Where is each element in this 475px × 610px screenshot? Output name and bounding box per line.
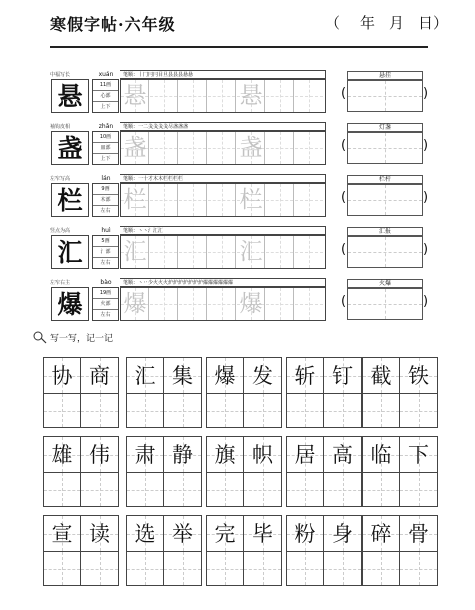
writing-tip: 袖钩皮相 xyxy=(50,124,71,130)
empty-writing-cell[interactable] xyxy=(244,394,282,428)
practice-char-cell xyxy=(400,436,438,473)
empty-writing-cell[interactable] xyxy=(206,552,244,586)
right-paren: ) xyxy=(423,242,429,257)
practice-char: 帜 xyxy=(252,443,273,467)
empty-writing-cell[interactable] xyxy=(81,552,119,586)
stroke-count: 19画 xyxy=(93,288,118,299)
writing-cell[interactable] xyxy=(266,288,294,320)
radical: 木部 xyxy=(93,195,118,206)
practice-char-cell xyxy=(164,357,202,394)
empty-writing-cell[interactable] xyxy=(286,394,324,428)
empty-writing-cell[interactable] xyxy=(244,552,282,586)
stroke-order xyxy=(120,70,326,79)
writing-cell[interactable] xyxy=(295,288,323,320)
practice-char: 商 xyxy=(89,364,110,388)
practice-char-cell xyxy=(126,436,164,473)
practice-char: 钉 xyxy=(332,364,353,388)
stroke-count: 11画 xyxy=(93,80,118,91)
tracing-grid[interactable] xyxy=(120,235,326,269)
practice-char-cell xyxy=(244,515,282,552)
practice-word-block xyxy=(206,515,283,586)
empty-writing-cell[interactable] xyxy=(400,473,438,507)
empty-writing-cell[interactable] xyxy=(206,473,244,507)
pinyin: xuán xyxy=(98,71,114,78)
practice-char: 伟 xyxy=(89,443,110,467)
word-writing-box[interactable] xyxy=(347,288,423,320)
trace-character: 悬 xyxy=(123,83,147,109)
pinyin: huì xyxy=(101,227,111,234)
practice-word-block xyxy=(126,436,203,507)
empty-writing-cell[interactable] xyxy=(362,473,400,507)
practice-char: 骨 xyxy=(408,522,429,546)
practice-char-cell xyxy=(206,357,244,394)
right-paren: ) xyxy=(423,294,429,309)
practice-char-cell xyxy=(81,436,119,473)
practice-char: 斩 xyxy=(294,364,316,388)
left-paren: ( xyxy=(341,138,347,153)
model-character: 栏 xyxy=(51,183,89,217)
practice-word-block xyxy=(43,436,120,507)
left-paren: ( xyxy=(341,242,347,257)
stroke-order xyxy=(120,226,326,235)
pinyin: zhǎn xyxy=(98,123,114,130)
practice-char: 身 xyxy=(332,522,353,546)
writing-cell[interactable] xyxy=(208,184,236,216)
practice-char-cell xyxy=(244,357,282,394)
lesson-row xyxy=(48,226,331,272)
model-character: 汇 xyxy=(51,235,89,269)
empty-writing-cell[interactable] xyxy=(126,552,164,586)
writing-cell[interactable] xyxy=(179,236,207,268)
stroke-count: 5画 xyxy=(93,236,118,247)
radical: 火部 xyxy=(93,299,118,310)
writing-cell[interactable] xyxy=(179,80,207,112)
practice-word-block xyxy=(126,515,203,586)
trace-character: 爆 xyxy=(239,291,263,317)
writing-cell[interactable] xyxy=(179,184,207,216)
model-character: 盏 xyxy=(51,131,89,165)
empty-writing-cell[interactable] xyxy=(164,473,202,507)
practice-char: 铁 xyxy=(408,364,429,388)
empty-writing-cell[interactable] xyxy=(126,473,164,507)
word-box xyxy=(341,70,429,116)
structure: 上下 xyxy=(100,104,111,110)
empty-writing-cell[interactable] xyxy=(206,394,244,428)
character-info xyxy=(92,287,119,321)
model-character: 爆 xyxy=(51,287,89,321)
trace-character: 汇 xyxy=(123,239,147,265)
writing-cell[interactable] xyxy=(266,132,294,164)
word-box xyxy=(341,174,429,220)
practice-char-cell xyxy=(164,515,202,552)
practice-char: 临 xyxy=(370,443,392,467)
lesson-row xyxy=(48,174,331,220)
practice-char: 旗 xyxy=(214,443,236,467)
empty-writing-cell[interactable] xyxy=(286,552,324,586)
practice-char: 举 xyxy=(172,522,193,546)
writing-cell[interactable] xyxy=(266,236,294,268)
practice-word-block xyxy=(126,357,203,428)
page-header xyxy=(0,0,475,46)
practice-word-block xyxy=(43,515,120,586)
empty-writing-cell[interactable] xyxy=(324,394,362,428)
word-label: 栏杆 xyxy=(347,175,423,184)
stroke-sequence: 丨冂冃冃目旦县县县悬悬 xyxy=(138,72,194,78)
writing-tip: 左窄右主 xyxy=(50,280,71,286)
practice-char-cell xyxy=(126,515,164,552)
practice-char: 雄 xyxy=(51,443,73,467)
writing-tip: 左窄写高 xyxy=(50,176,71,182)
writing-cell[interactable] xyxy=(295,132,323,164)
stroke-order xyxy=(120,174,326,183)
structure: 上下 xyxy=(100,156,111,162)
structure: 左右 xyxy=(100,312,111,318)
page-title: 寒假字帖·六年级 xyxy=(50,15,176,34)
stroke-sequence: 一十才木木栏栏栏栏 xyxy=(138,176,184,182)
trace-character: 盏 xyxy=(239,135,263,161)
practice-char-cell xyxy=(362,357,400,394)
practice-char-cell xyxy=(286,357,324,394)
practice-char: 完 xyxy=(214,522,236,546)
practice-heading-text: 写一写，记一记 xyxy=(50,333,114,344)
pinyin: lán xyxy=(101,175,111,182)
practice-word-block xyxy=(43,357,120,428)
trace-character: 汇 xyxy=(239,239,263,265)
practice-word-block xyxy=(362,357,439,428)
practice-char-cell xyxy=(81,515,119,552)
lesson-row xyxy=(48,70,331,116)
radical: 氵部 xyxy=(93,247,118,258)
stroke-sequence: 丶丷少火火火炉炉炉炉炉炉炉爆爆爆爆爆爆 xyxy=(138,280,234,286)
stroke-label: 笔顺： xyxy=(123,280,139,286)
right-paren: ) xyxy=(423,86,429,101)
practice-char-cell xyxy=(400,357,438,394)
pencil-icon xyxy=(33,330,47,344)
practice-word-block xyxy=(362,436,439,507)
word-label: 灯盏 xyxy=(347,123,423,132)
tracing-grid[interactable] xyxy=(120,79,326,113)
practice-char: 截 xyxy=(370,364,392,388)
lesson-row xyxy=(48,278,331,324)
model-character: 悬 xyxy=(51,79,89,113)
practice-char: 爆 xyxy=(214,364,236,388)
practice-heading xyxy=(33,330,113,344)
practice-char: 协 xyxy=(51,364,73,388)
word-writing-box[interactable] xyxy=(347,132,423,164)
word-writing-box[interactable] xyxy=(347,236,423,268)
trace-character: 栏 xyxy=(239,187,263,213)
practice-char-cell xyxy=(126,357,164,394)
practice-char: 粉 xyxy=(294,522,316,546)
empty-writing-cell[interactable] xyxy=(324,473,362,507)
structure: 左右 xyxy=(100,208,111,214)
trace-character: 栏 xyxy=(123,187,147,213)
empty-writing-cell[interactable] xyxy=(43,552,81,586)
empty-writing-cell[interactable] xyxy=(43,473,81,507)
writing-cell[interactable] xyxy=(295,236,323,268)
practice-char-cell xyxy=(244,436,282,473)
practice-char-cell xyxy=(324,436,362,473)
word-box xyxy=(341,278,429,324)
empty-writing-cell[interactable] xyxy=(164,394,202,428)
writing-cell[interactable] xyxy=(150,184,178,216)
practice-char-cell xyxy=(362,436,400,473)
empty-writing-cell[interactable] xyxy=(324,552,362,586)
writing-tip: 竖点为高 xyxy=(50,228,71,234)
practice-char: 下 xyxy=(408,443,429,467)
practice-char: 居 xyxy=(294,443,316,467)
left-paren: ( xyxy=(341,190,347,205)
empty-writing-cell[interactable] xyxy=(164,552,202,586)
practice-char-cell xyxy=(43,515,81,552)
word-writing-box[interactable] xyxy=(347,80,423,112)
practice-char-cell xyxy=(43,357,81,394)
trace-character: 悬 xyxy=(239,83,263,109)
stroke-order xyxy=(120,278,326,287)
practice-char: 发 xyxy=(252,364,273,388)
empty-writing-cell[interactable] xyxy=(362,552,400,586)
empty-writing-cell[interactable] xyxy=(400,394,438,428)
empty-writing-cell[interactable] xyxy=(81,473,119,507)
writing-cell[interactable] xyxy=(266,80,294,112)
practice-char-cell xyxy=(286,515,324,552)
writing-cell[interactable] xyxy=(179,288,207,320)
left-paren: ( xyxy=(341,86,347,101)
character-info xyxy=(92,183,119,217)
stroke-label: 笔顺： xyxy=(123,228,139,234)
header-rule xyxy=(50,46,428,48)
date-month: 月 xyxy=(389,14,405,32)
word-box xyxy=(341,122,429,168)
right-paren: ) xyxy=(423,138,429,153)
practice-char: 高 xyxy=(332,443,353,467)
practice-word-block xyxy=(286,357,363,428)
practice-char-cell xyxy=(400,515,438,552)
practice-char: 宣 xyxy=(51,522,73,546)
practice-char: 选 xyxy=(134,522,156,546)
writing-cell[interactable] xyxy=(150,80,178,112)
writing-cell[interactable] xyxy=(208,132,236,164)
tracing-grid[interactable] xyxy=(120,287,326,321)
left-paren: ( xyxy=(341,294,347,309)
character-info xyxy=(92,131,119,165)
tracing-grid[interactable] xyxy=(120,183,326,217)
practice-char-cell xyxy=(324,515,362,552)
practice-char-cell xyxy=(43,436,81,473)
empty-writing-cell[interactable] xyxy=(81,394,119,428)
word-label: 悬挂 xyxy=(347,71,423,80)
stroke-label: 笔顺： xyxy=(123,72,139,78)
empty-writing-cell[interactable] xyxy=(400,552,438,586)
writing-cell[interactable] xyxy=(208,288,236,320)
empty-writing-cell[interactable] xyxy=(286,473,324,507)
trace-character: 盏 xyxy=(123,135,147,161)
practice-word-block xyxy=(206,436,283,507)
writing-cell[interactable] xyxy=(150,288,178,320)
writing-cell[interactable] xyxy=(208,236,236,268)
right-paren: ) xyxy=(423,190,429,205)
lesson-row xyxy=(48,122,331,168)
writing-cell[interactable] xyxy=(150,236,178,268)
word-writing-box[interactable] xyxy=(347,184,423,216)
trace-character: 爆 xyxy=(123,291,147,317)
stroke-sequence: 一二戋戋戋戋尽盏盏盏 xyxy=(138,124,189,130)
empty-writing-cell[interactable] xyxy=(362,394,400,428)
radical: 心部 xyxy=(93,91,118,102)
character-info xyxy=(92,79,119,113)
practice-char-cell xyxy=(164,436,202,473)
practice-word-block xyxy=(286,515,363,586)
writing-tip: 中福写长 xyxy=(50,72,71,78)
writing-cell[interactable] xyxy=(179,132,207,164)
practice-char: 肃 xyxy=(134,443,156,467)
stroke-label: 笔顺： xyxy=(123,176,139,182)
practice-char-cell xyxy=(324,357,362,394)
practice-char-cell xyxy=(81,357,119,394)
word-label: 汇报 xyxy=(347,227,423,236)
empty-writing-cell[interactable] xyxy=(43,394,81,428)
practice-word-block xyxy=(206,357,283,428)
practice-char: 汇 xyxy=(134,364,156,388)
practice-char-cell xyxy=(206,515,244,552)
character-info xyxy=(92,235,119,269)
practice-word-block xyxy=(286,436,363,507)
date-day: 日） xyxy=(418,14,449,32)
stroke-sequence: 丶丶氵汇汇 xyxy=(138,228,164,234)
practice-char-cell xyxy=(286,436,324,473)
writing-cell[interactable] xyxy=(150,132,178,164)
practice-char: 集 xyxy=(172,364,193,388)
stroke-count: 9画 xyxy=(93,184,118,195)
practice-char-cell xyxy=(362,515,400,552)
empty-writing-cell[interactable] xyxy=(244,473,282,507)
practice-char: 碎 xyxy=(370,522,392,546)
word-box xyxy=(341,226,429,272)
structure: 左右 xyxy=(100,260,111,266)
stroke-order xyxy=(120,122,326,131)
word-label: 火爆 xyxy=(347,279,423,288)
practice-char: 读 xyxy=(89,522,110,546)
practice-char: 静 xyxy=(172,443,193,467)
practice-char-cell xyxy=(206,436,244,473)
date-field xyxy=(325,12,448,33)
stroke-count: 10画 xyxy=(93,132,118,143)
writing-cell[interactable] xyxy=(295,184,323,216)
stroke-label: 笔顺： xyxy=(123,124,139,130)
writing-cell[interactable] xyxy=(208,80,236,112)
pinyin: bào xyxy=(100,279,112,286)
writing-cell[interactable] xyxy=(295,80,323,112)
tracing-grid[interactable] xyxy=(120,131,326,165)
empty-writing-cell[interactable] xyxy=(126,394,164,428)
practice-word-block xyxy=(362,515,439,586)
date-year: 年 xyxy=(360,14,376,32)
date-open-paren: （ xyxy=(325,14,341,32)
writing-cell[interactable] xyxy=(266,184,294,216)
radical: 皿部 xyxy=(93,143,118,154)
practice-char: 毕 xyxy=(252,522,273,546)
